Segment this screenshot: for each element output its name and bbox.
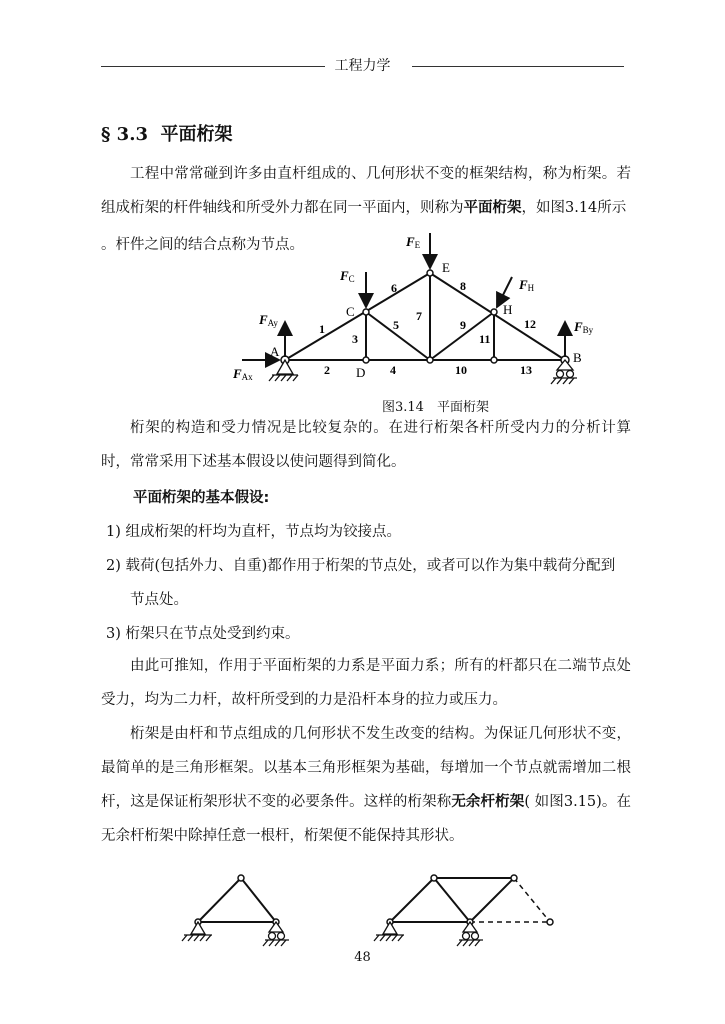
member-label-1: 1 (319, 322, 325, 336)
node-label-C: C (346, 304, 355, 319)
para2-line1: 桁架的构造和受力情况是比较复杂的。在进行桁架各杆所受内力的分析计算时 (101, 420, 631, 470)
member-label-10: 10 (455, 363, 467, 377)
member-label-2: 2 (324, 363, 330, 377)
para1-line1: 工程中常常碰到许多由直杆组成的、几何形状不变的框架结构，称为桁架。若 (130, 166, 631, 182)
joint-C (363, 309, 369, 315)
force-label-FH: FH (519, 277, 535, 293)
truss-right-top-chord (430, 273, 565, 360)
force-label-FE: FE (406, 234, 421, 250)
paragraph-two-force-members (101, 649, 631, 717)
para3-line2: 受力，均为二力杆，故杆所受到的力是沿杆本身的拉力或压力。 (101, 692, 507, 708)
member-label-8: 8 (460, 279, 466, 293)
node-label-H: H (503, 302, 513, 317)
member-label-7: 7 (416, 309, 422, 323)
paragraph-assumption-intro (101, 411, 631, 479)
page-number: 48 (354, 950, 371, 965)
running-header: 工程力学 (334, 58, 391, 74)
member-label-4: 4 (390, 363, 396, 377)
member-label-11: 11 (479, 332, 491, 346)
basic-triangle-truss (198, 878, 276, 922)
member-label-5: 5 (393, 318, 399, 332)
term-no-redundant-truss: 无余杆桁架 (451, 794, 525, 810)
truss-left-top-chord (285, 273, 430, 360)
assumptions-heading: 平面桁架的基本假设: (133, 490, 270, 506)
pin-support-left-1 (182, 922, 212, 941)
member-label-6: 6 (391, 281, 397, 295)
assumption-item-2-cont: 节点处。 (130, 592, 188, 608)
para3-line1: 由此可推知，作用于平面桁架的力系是平面力系；所有的杆都只在二端节点处 (130, 658, 631, 674)
member-label-3: 3 (352, 332, 358, 346)
section-title: 平面桁架 (160, 124, 233, 145)
added-members-dashed (470, 878, 550, 922)
node-label-D: D (356, 365, 366, 380)
joint-D (363, 357, 369, 363)
force-label-FAx: FAx (233, 366, 253, 382)
joint-G (491, 357, 497, 363)
force-label-FAy: FAy (259, 312, 278, 328)
force-label-FC: FC (340, 268, 355, 284)
para4-line2: 最简单的是三角形框架。以基本三角形框架为基础，每增加一个节点就需增加二根 (101, 760, 631, 776)
member-label-13: 13 (520, 363, 532, 377)
joint-F (427, 357, 433, 363)
member-label-9: 9 (460, 318, 466, 332)
para2-line2: ，常常采用下述基本假设以使问题得到简化。 (115, 454, 406, 470)
para4-line4: 无余杆桁架中除掉任意一根杆，桁架便不能保持其形状。 (101, 828, 464, 844)
extended-triangle-truss (390, 878, 514, 922)
assumption-item-3: 3) 桁架只在节点处受到约束。 (106, 626, 300, 642)
para1-line2-post: ，如图3.14所示 (521, 200, 627, 216)
term-planar-truss: 平面桁架 (463, 200, 522, 216)
para1-line2-pre: 组成桁架的杆件轴线和所受外力都在同一平面内，则称为 (101, 200, 464, 216)
para1-line3: 。杆件之间的结合点称为节点。 (101, 237, 304, 253)
node-label-E: E (442, 260, 450, 275)
assumption-item-2: 2) 载荷(包括外力、自重)都作用于桁架的节点处，或者可以作为集中载荷分配到 (106, 558, 616, 574)
joint-H (491, 309, 497, 315)
joint-E (427, 270, 433, 276)
section-number: § 3.3 (101, 124, 148, 145)
member-label-12: 12 (524, 317, 536, 331)
figure-caption-3-14: 图3.14 平面桁架 (382, 400, 489, 415)
para4-line1: 桁架是由杆和节点组成的几何形状不发生改变的结构。为保证几何形状不变， (130, 726, 631, 742)
assumption-item-1: 1) 组成桁架的杆均为直杆，节点均为铰接点。 (106, 524, 401, 540)
para4-line3-post: ( 如图3.15)。在 (524, 794, 632, 810)
force-label-FBy: FBy (574, 319, 594, 335)
roller-support-right-2 (457, 922, 483, 946)
pin-support-left-2 (374, 922, 404, 941)
para4-line3-pre: 杆，这是保证桁架形状不变的必要条件。这样的桁架称 (101, 794, 452, 810)
roller-support-right-1 (263, 922, 289, 946)
node-label-B: B (573, 350, 582, 365)
pin-support-A (269, 360, 298, 381)
truss-figure-3-14 (0, 0, 725, 400)
node-label-A: A (270, 344, 280, 359)
paragraph-no-redundant-truss (101, 717, 631, 853)
